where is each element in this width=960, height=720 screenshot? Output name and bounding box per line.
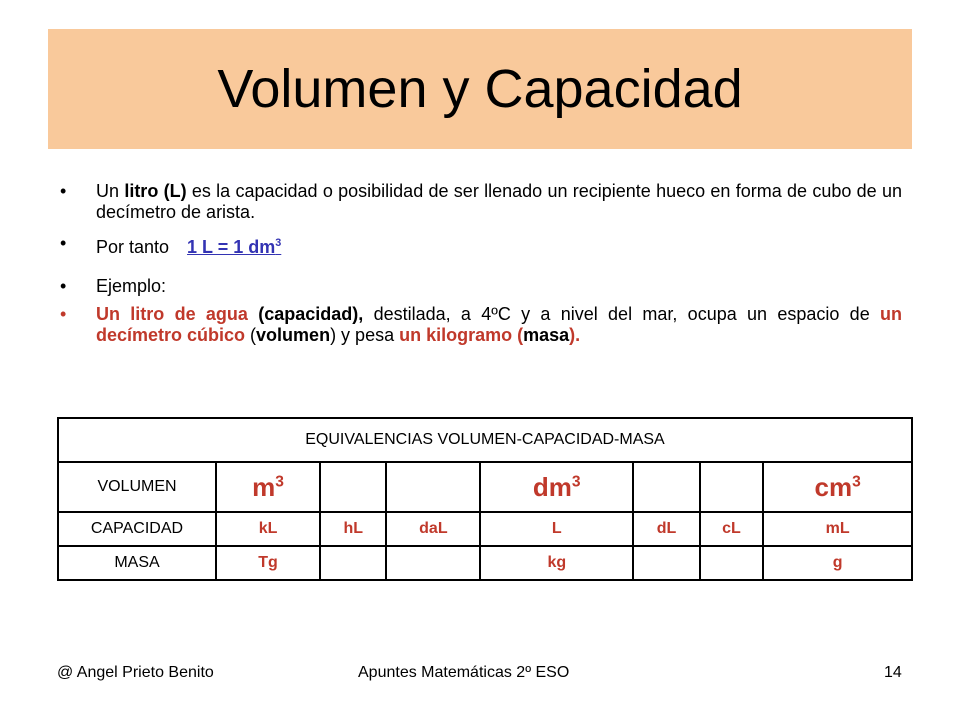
footer-title: Apuntes Matemáticas 2º ESO — [358, 664, 570, 681]
unit-cell: kL — [216, 512, 320, 546]
text-bold: litro (L) — [124, 181, 187, 201]
table-row-masa — [58, 546, 912, 580]
footer-author: @ Angel Prieto Benito — [57, 664, 214, 681]
text-bold: (capacidad), — [247, 304, 364, 324]
text: Por tanto — [96, 237, 170, 257]
unit-cell — [320, 546, 386, 580]
footer-page-number: 14 — [884, 664, 902, 681]
equivalencias-table — [57, 417, 913, 581]
text-bold: masa — [523, 325, 570, 345]
unit-cell — [386, 462, 480, 512]
table-row-volumen — [58, 462, 912, 512]
unit-cell: daL — [386, 512, 480, 546]
text-red: ( — [512, 325, 524, 345]
unit-cell: hL — [320, 512, 386, 546]
row-label: MASA — [58, 546, 216, 580]
unit-cell: kg — [480, 546, 633, 580]
unit-cell: cL — [700, 512, 764, 546]
unit-cell — [480, 462, 633, 512]
bullet-dot: • — [60, 304, 67, 324]
text-red: ). — [569, 325, 581, 345]
unit-cell — [700, 546, 764, 580]
unit-cell: mL — [763, 512, 912, 546]
row-label: VOLUMEN — [58, 462, 216, 512]
bullet-list — [60, 181, 902, 346]
text-bold: volumen — [256, 325, 331, 345]
unit-base: cm — [814, 471, 853, 502]
unit-sup: 3 — [852, 472, 861, 490]
unit-base: m — [252, 471, 276, 502]
unit-sup: 3 — [571, 472, 581, 490]
unit-cell — [633, 462, 699, 512]
unit-cell: g — [763, 546, 912, 580]
table-row-capacidad — [58, 512, 912, 546]
unit-sup: 3 — [275, 472, 284, 490]
unit-cell — [633, 546, 699, 580]
text-red: un kilogramo — [399, 325, 513, 345]
slide-title: Volumen y Capacidad — [217, 59, 743, 119]
equation-sup: 3 — [275, 237, 282, 249]
unit-cell — [320, 462, 386, 512]
bullet-por-tanto — [60, 233, 902, 258]
unit-cell — [763, 462, 912, 512]
bullet-litro-definition — [60, 181, 902, 223]
row-label: CAPACIDAD — [58, 512, 216, 546]
bullet-ejemplo — [60, 276, 902, 297]
unit-cell — [216, 462, 320, 512]
unit-cell: Tg — [216, 546, 320, 580]
equation-link[interactable] — [187, 237, 281, 257]
unit-cell — [386, 546, 480, 580]
table-header: EQUIVALENCIAS VOLUMEN-CAPACIDAD-MASA — [58, 418, 912, 462]
bullet-example-water — [60, 304, 902, 346]
bullet-dot: • — [60, 181, 67, 201]
table-header-row — [58, 418, 912, 462]
bullet-dot: • — [60, 233, 67, 253]
text: Ejemplo: — [96, 276, 167, 296]
unit-base: dm — [532, 471, 572, 502]
unit-cell: L — [480, 512, 633, 546]
equation-text: 1 L = 1 dm — [187, 237, 276, 257]
unit-cell — [700, 462, 764, 512]
unit-cell: dL — [633, 512, 699, 546]
text: destilada, a 4ºC y a nivel del mar, ocupa un espacio de — [363, 304, 881, 324]
text: Un — [96, 181, 125, 201]
text-red: Un litro de agua — [96, 304, 248, 324]
text: ) y pesa — [330, 325, 400, 345]
title-band — [48, 29, 912, 149]
text-red: un decímetro cúbico — [96, 304, 903, 345]
text: es la capacidad o posibilidad de ser llenado un recipiente hueco en forma de cubo de un decímetro de arista. — [96, 181, 903, 222]
bullet-dot: • — [60, 276, 67, 296]
text: ( — [245, 325, 257, 345]
